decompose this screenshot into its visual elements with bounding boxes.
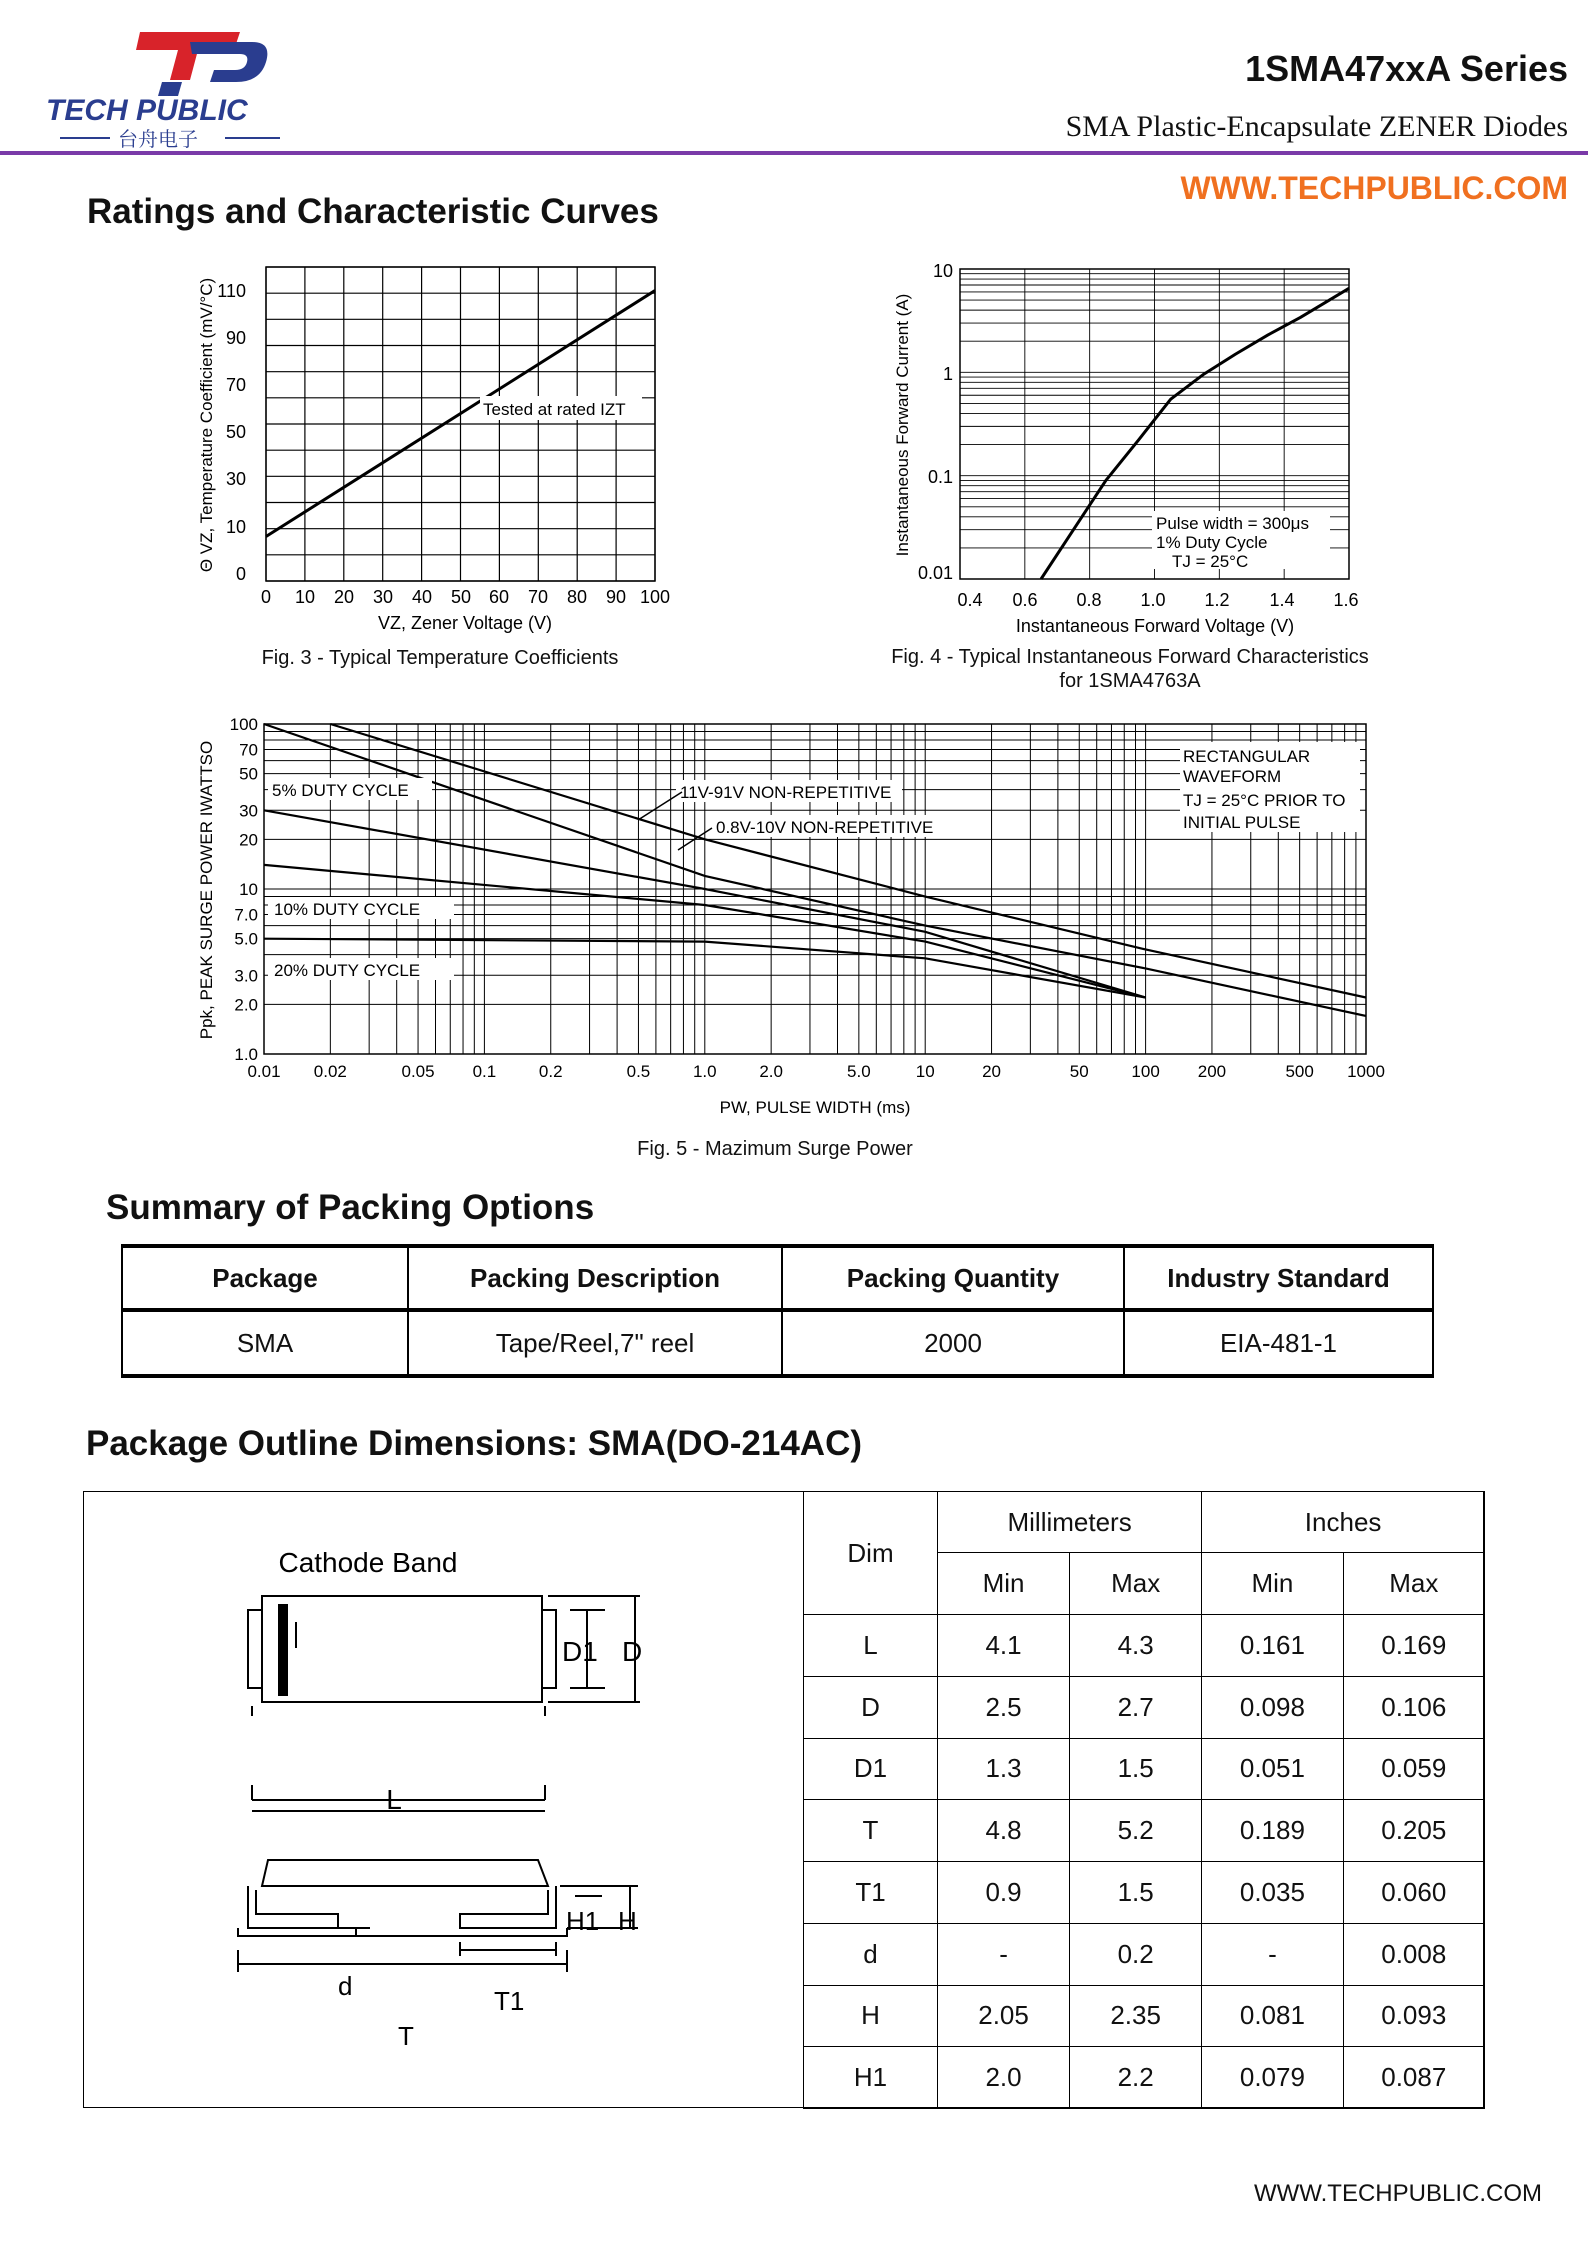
fig4-legend-line: Pulse width = 300μs bbox=[1156, 514, 1309, 533]
fig4-ytick: 10 bbox=[932, 261, 953, 281]
table-header: Millimeters bbox=[938, 1492, 1202, 1553]
table-row bbox=[804, 1615, 1485, 1677]
fig3-caption: Fig. 3 - Typical Temperature Coefficients bbox=[261, 647, 619, 669]
fig5-ytick: 3.0 bbox=[234, 966, 258, 986]
fig4-ytick: 1 bbox=[942, 364, 953, 384]
table-row bbox=[804, 1800, 1485, 1862]
company-logo bbox=[40, 20, 300, 150]
packing-title: Summary of Packing Options bbox=[106, 1188, 595, 1227]
fig4-xtick: 1.4 bbox=[1269, 590, 1295, 610]
fig5-annotation: 11V-91V NON-REPETITIVE bbox=[680, 783, 892, 802]
fig4-xtick: 1.0 bbox=[1140, 590, 1166, 610]
table-cell: Tape/Reel,7" reel bbox=[408, 1310, 782, 1376]
table-cell: H bbox=[804, 1985, 938, 2047]
ratings-title: Ratings and Characteristic Curves bbox=[87, 192, 659, 231]
table-cell: 0.9 bbox=[938, 1862, 1070, 1924]
dim-label-T1: T1 bbox=[494, 1986, 525, 2016]
table-header: Max bbox=[1070, 1553, 1202, 1615]
dim-label-H: H bbox=[618, 1906, 637, 1936]
fig5-xtick: 0.1 bbox=[472, 1062, 497, 1081]
fig5-annotation: 5% DUTY CYCLE bbox=[272, 781, 409, 800]
series-title: 1SMA47xxA Series bbox=[1245, 48, 1568, 89]
fig3-ytick: 110 bbox=[217, 281, 246, 301]
fig5-xtick: 50 bbox=[1069, 1062, 1089, 1081]
fig3-xtick: 0 bbox=[260, 587, 272, 607]
fig5-ytick: 5.0 bbox=[234, 929, 258, 949]
fig5-xtick: 1000 bbox=[1347, 1062, 1385, 1081]
fig5-xtick: 100 bbox=[1131, 1062, 1160, 1081]
table-cell: 2.0 bbox=[938, 2047, 1070, 2109]
table-cell: 0.081 bbox=[1202, 1985, 1343, 2047]
table-cell: EIA-481-1 bbox=[1124, 1310, 1433, 1376]
table-cell: 0.051 bbox=[1202, 1738, 1343, 1800]
table-cell: 0.189 bbox=[1202, 1800, 1343, 1862]
fig5-xtick: 0.01 bbox=[247, 1062, 281, 1081]
fig4-xtick: 0.6 bbox=[1012, 590, 1038, 610]
table-header: Package bbox=[122, 1246, 408, 1310]
table-cell: 5.2 bbox=[1070, 1800, 1202, 1862]
fig3-xtick: 40 bbox=[411, 587, 433, 607]
table-cell: 0.008 bbox=[1343, 1923, 1484, 1985]
table-row bbox=[804, 1923, 1485, 1985]
fig5-legend-line: TJ = 25°C PRIOR TO bbox=[1183, 791, 1346, 810]
fig4-caption bbox=[840, 645, 1420, 693]
table-cell: T1 bbox=[804, 1862, 938, 1924]
table-row bbox=[804, 2047, 1485, 2109]
fig5-annotation: 20% DUTY CYCLE bbox=[274, 961, 421, 980]
dim-label-D1: D1 bbox=[562, 1636, 598, 1667]
fig3-chart bbox=[190, 255, 690, 645]
fig4-xtick: 1.2 bbox=[1204, 590, 1230, 610]
fig5-ylabel: Ppk, PEAK SURGE POWER IWATTSO bbox=[197, 740, 216, 1040]
table-header: Max bbox=[1343, 1553, 1484, 1615]
fig3-ytick: 10 bbox=[225, 517, 246, 537]
table-cell: 4.8 bbox=[938, 1800, 1070, 1862]
fig3-ytick: 30 bbox=[225, 469, 246, 489]
fig3-ytick: 0 bbox=[235, 564, 246, 584]
fig4-xtick: 0.8 bbox=[1076, 590, 1102, 610]
fig5-xtick: 0.02 bbox=[313, 1062, 347, 1081]
table-cell: 2.5 bbox=[938, 1676, 1070, 1738]
outline-title: Package Outline Dimensions: SMA(DO-214AC) bbox=[86, 1424, 862, 1463]
fig5-ytick: 20 bbox=[239, 830, 258, 850]
fig3-ylabel: Θ VZ, Temperature Coefficient (mV/°C) bbox=[197, 277, 216, 573]
fig5-ytick: 7.0 bbox=[234, 905, 258, 925]
fig4-xtick: 1.6 bbox=[1333, 590, 1359, 610]
fig4-xlabel: Instantaneous Forward Voltage (V) bbox=[1015, 616, 1295, 636]
fig3-xtick: 80 bbox=[566, 587, 588, 607]
table-cell: L bbox=[804, 1615, 938, 1677]
fig3-xtick: 90 bbox=[605, 587, 627, 607]
table-cell: 2000 bbox=[782, 1310, 1124, 1376]
dim-label-H1: H1 bbox=[566, 1906, 600, 1936]
fig3-xtick: 30 bbox=[372, 587, 394, 607]
fig5-xtick: 500 bbox=[1285, 1062, 1314, 1081]
fig4-legend-line: 1% Duty Cycle bbox=[1156, 533, 1268, 552]
table-cell: 0.169 bbox=[1343, 1615, 1484, 1677]
fig3-annotation: Tested at rated IZT bbox=[483, 400, 626, 419]
fig5-ytick: 50 bbox=[239, 764, 258, 784]
table-header: Min bbox=[1202, 1553, 1343, 1615]
fig3-xtick: 70 bbox=[527, 587, 549, 607]
fig5-annotation: 10% DUTY CYCLE bbox=[274, 900, 421, 919]
table-header-row bbox=[122, 1246, 1433, 1310]
fig5-xtick: 10 bbox=[915, 1062, 935, 1081]
package-drawing bbox=[230, 1530, 700, 2080]
fig4-ytick: 0.1 bbox=[927, 467, 953, 487]
fig5-xtick: 1.0 bbox=[692, 1062, 717, 1081]
fig5-xtick: 5.0 bbox=[847, 1062, 871, 1081]
table-row bbox=[804, 1862, 1485, 1924]
table-row bbox=[804, 1985, 1485, 2047]
fig5-ytick: 70 bbox=[239, 740, 258, 760]
header-divider bbox=[0, 151, 1588, 155]
dim-label-d: d bbox=[338, 1971, 353, 2001]
table-cell: 4.3 bbox=[1070, 1615, 1202, 1677]
table-header-row bbox=[804, 1492, 1485, 1553]
fig3-ytick: 50 bbox=[225, 422, 246, 442]
cathode-band-label: Cathode Band bbox=[278, 1547, 458, 1578]
logo-text: TECH PUBLIC bbox=[46, 94, 248, 127]
table-cell: T bbox=[804, 1800, 938, 1862]
dim-label-D: D bbox=[622, 1636, 643, 1667]
logo-subtext: 台舟电子 bbox=[118, 129, 198, 150]
table-header: Industry Standard bbox=[1124, 1246, 1433, 1310]
table-cell: - bbox=[1202, 1923, 1343, 1985]
table-cell: 0.098 bbox=[1202, 1676, 1343, 1738]
table-cell: 1.5 bbox=[1070, 1738, 1202, 1800]
table-cell: 0.205 bbox=[1343, 1800, 1484, 1862]
footer-url[interactable]: WWW.TECHPUBLIC.COM bbox=[1254, 2180, 1542, 2207]
table-cell: 0.161 bbox=[1202, 1615, 1343, 1677]
fig4-caption-line2: for 1SMA4763A bbox=[1059, 670, 1201, 692]
table-cell: D bbox=[804, 1676, 938, 1738]
fig3-ytick: 90 bbox=[225, 328, 246, 348]
table-cell: 0.2 bbox=[1070, 1923, 1202, 1985]
table-cell: SMA bbox=[122, 1310, 408, 1376]
table-cell: 2.7 bbox=[1070, 1676, 1202, 1738]
fig3-xtick: 20 bbox=[333, 587, 355, 607]
table-header: Packing Description bbox=[408, 1246, 782, 1310]
table-cell: 2.05 bbox=[938, 1985, 1070, 2047]
table-row bbox=[804, 1738, 1485, 1800]
fig3-xlabel: VZ, Zener Voltage (V) bbox=[377, 613, 553, 633]
fig4-caption-line1: Fig. 4 - Typical Instantaneous Forward Characteristics bbox=[891, 646, 1369, 668]
fig5-ytick: 1.0 bbox=[234, 1045, 258, 1064]
fig5-xlabel: PW, PULSE WIDTH (ms) bbox=[719, 1098, 911, 1117]
fig5-xtick: 0.5 bbox=[626, 1062, 651, 1081]
table-header: Packing Quantity bbox=[782, 1246, 1124, 1310]
table-header: Min bbox=[938, 1553, 1070, 1615]
fig5-legend-line: WAVEFORM bbox=[1183, 767, 1282, 786]
website-link[interactable]: WWW.TECHPUBLIC.COM bbox=[1180, 170, 1568, 206]
fig4-xtick: 0.4 bbox=[957, 590, 983, 610]
packing-table bbox=[121, 1244, 1434, 1378]
fig5-chart bbox=[190, 700, 1400, 1120]
table-cell: - bbox=[938, 1923, 1070, 1985]
table-cell: 1.5 bbox=[1070, 1862, 1202, 1924]
fig5-ytick: 10 bbox=[239, 880, 258, 899]
fig3-xtick: 100 bbox=[639, 587, 671, 607]
table-cell: 0.106 bbox=[1343, 1676, 1484, 1738]
fig3-xtick: 10 bbox=[294, 587, 316, 607]
fig4-chart bbox=[880, 255, 1390, 645]
fig4-ytick: 0.01 bbox=[917, 563, 953, 583]
table-cell: 0.093 bbox=[1343, 1985, 1484, 2047]
table-cell: 0.035 bbox=[1202, 1862, 1343, 1924]
dimensions-table bbox=[803, 1491, 1485, 2109]
dim-label-T: T bbox=[398, 2021, 414, 2051]
table-cell: 0.060 bbox=[1343, 1862, 1484, 1924]
fig4-legend-line: TJ = 25°C bbox=[1172, 552, 1249, 571]
fig5-xtick: 2.0 bbox=[759, 1062, 783, 1081]
table-cell: 4.1 bbox=[938, 1615, 1070, 1677]
fig4-ylabel: Instantaneous Forward Current (A) bbox=[893, 293, 912, 557]
table-cell: 0.079 bbox=[1202, 2047, 1343, 2109]
table-cell: 2.2 bbox=[1070, 2047, 1202, 2109]
table-row bbox=[122, 1310, 1433, 1376]
fig3-xtick: 60 bbox=[488, 587, 510, 607]
table-cell: 0.059 bbox=[1343, 1738, 1484, 1800]
fig5-annotation: 0.8V-10V NON-REPETITIVE bbox=[716, 818, 934, 837]
table-cell: D1 bbox=[804, 1738, 938, 1800]
table-header: Dim bbox=[804, 1492, 938, 1615]
fig3-ytick: 70 bbox=[225, 375, 246, 395]
table-cell: 1.3 bbox=[938, 1738, 1070, 1800]
fig5-ytick: 100 bbox=[229, 715, 258, 734]
dim-label-L: L bbox=[386, 1784, 402, 1815]
table-row bbox=[804, 1676, 1485, 1738]
cathode-band bbox=[278, 1604, 288, 1696]
fig5-ytick: 2.0 bbox=[234, 995, 258, 1015]
table-cell: H1 bbox=[804, 2047, 938, 2109]
fig5-xtick: 200 bbox=[1197, 1062, 1227, 1081]
table-cell: 2.35 bbox=[1070, 1985, 1202, 2047]
fig5-ytick: 30 bbox=[239, 801, 258, 821]
table-cell: d bbox=[804, 1923, 938, 1985]
table-header: Inches bbox=[1202, 1492, 1485, 1553]
fig5-xtick: 20 bbox=[982, 1062, 1002, 1081]
fig5-caption: Fig. 5 - Mazimum Surge Power bbox=[637, 1138, 913, 1160]
fig3-xtick: 50 bbox=[450, 587, 472, 607]
table-cell: 0.087 bbox=[1343, 2047, 1484, 2109]
fig5-xtick: 0.05 bbox=[401, 1062, 435, 1081]
fig5-legend-line: RECTANGULAR bbox=[1183, 747, 1311, 766]
fig5-legend-line: INITIAL PULSE bbox=[1183, 813, 1301, 832]
series-subtitle: SMA Plastic-Encapsulate ZENER Diodes bbox=[1065, 110, 1568, 143]
fig5-xtick: 0.2 bbox=[538, 1062, 563, 1081]
